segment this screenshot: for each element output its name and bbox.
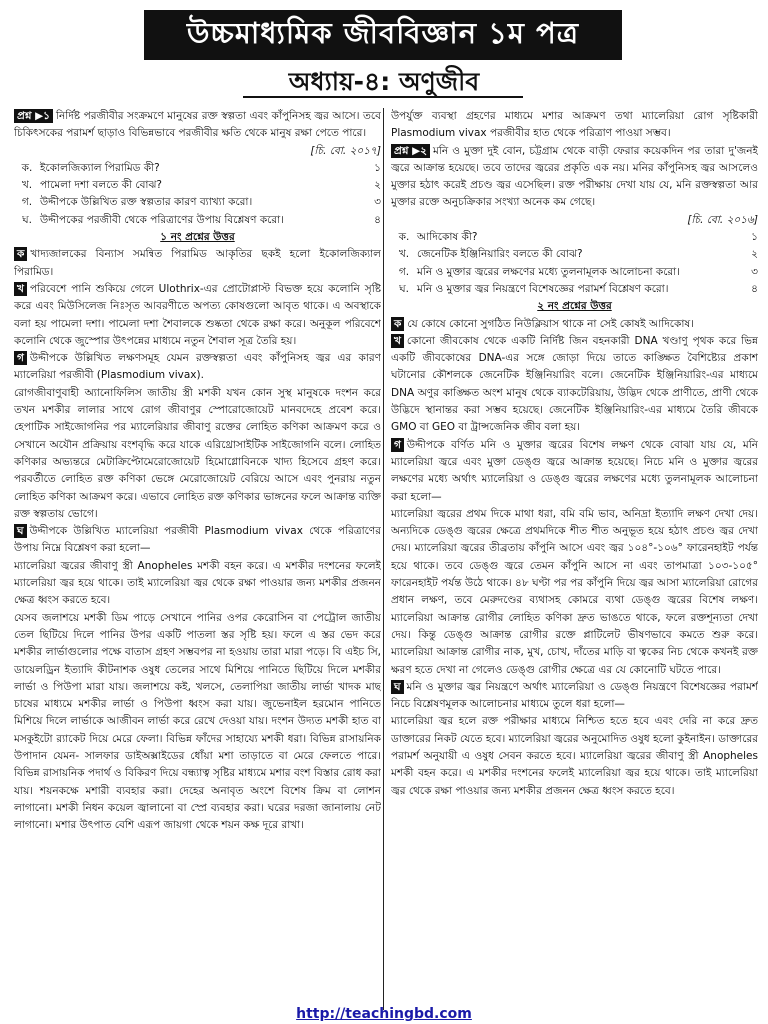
question-2-item: ক. আদিকোষ কী? ১ (398, 231, 758, 244)
answer-1-gha-body-2: যেসব জলাশয়ে মশকী ডিম পাড়ে সেখানে পানির ওপর কেরোসিন বা পেট্রোল জাতীয় তেল ছিটিয়ে দিলে পানির উপর একটি পাতলা স্তর সৃষ্টি হয়। ফলে এ স্তর ভেদ করে মশকীর লার্ভাগুলোর পক্ষে বাতাস গ্রহণ সম্ভবপর না হওয়ায় তারা মারা পড়ে। বি এইচ সি, ডায়েলড্রিন ইত্যাদি কীটনাশক ওষুধ তেলের সাথে মিশিয়ে পানিতে ছিটিয়ে দিলে মশকীর লার্ভা ও পিউপা মারা যায়। জলাশয়ে কই, খলসে, তেলাপিয়া জাতীয় লার্ভা খাদক মাছ চাষের মাধ্যমে মশকীর লার্ভা ও পিউপা ধ্বংস করা যায়। জুভেনাইল হরমোন পানিতে মিশিয়ে দিলে লার্ভাকে আজীবন লার্ভা করে রেখে দেওয়া যায়। দংশন উদ্যত মশকী হাত বা মসকুইটো র‍্যাকেট দিয়ে মেরে ফেলা। বিভিন্ন ফাঁদের সাহায্যে মশকী ধরা। বিভিন্ন রাসায়নিক উপাদান যেমন- সালফার ডাইঅক্সাইডের ধোঁয়া মশা তাড়াতে বা মেরে ফেলতে পারে। বিভিন্ন রাসায়নিক পদার্থ ও বিকিরণ দিয়ে বন্ধ্যাত্ব সৃষ্টির মাধ্যমে মশার বংশ বিস্তার রোধ করা যায়। শয়নকক্ষে মশারী ব্যবহার করা। দেহের অনাবৃত অংশে বিশেষ ক্রিম বা লোশন লাগানো। মশকী নিধন কয়েল জ্বালানো বা স্প্রে ব্যবহার করা। ঘরের দরজা জানালায় নেট লাগানো। মশার উৎপাত বেশি এরূপ জায়গা থেকে শয়ন কক্ষ দূরে রাখা। (14, 611, 381, 832)
answer-1-ga-body: রোগজীবাণুবাহী অ্যানোফিলিস জাতীয় স্ত্রী মশকী যখন কোন সুস্থ মানুষকে দংশন করে তখন মশকীর লালার সাথে রোগ জীবাণুর স্পোরোজোয়েট মানবদেহে প্রবেশ করে। হেপাটিক সাইজোগনির পর ম্যালেরিয়ার জীবাণু রক্তের লোহিত কণিকা আক্রমণ করে ও সেখানে অযৌন প্রক্রিয়ায় বংশবৃদ্ধি করে যাকে এরিথ্রোসাইটিক সাইজোগনি বলে। লোহিত কণিকার অভ্যন্তরে মেটাক্রিপ্টোমেরোজোয়েট হিমোগ্লোবিনকে খাদ্য হিসেবে গ্রহণ করে। পরবর্তীতে লোহিত রক্ত কণিকা ভেঙ্গে মেরোজোয়েট বেরিয়ে আসে এবং পুনরায় নতুন লোহিত কণিকা আক্রমণ করে। এভাবে লোহিত রক্ত কণিকার ভাঙ্গনের ফলে আক্রান্ত ব্যক্তি রক্ত স্বল্পতায় ভোগে। (14, 386, 381, 520)
question-2-item: খ. জেনেটিক ইঞ্জিনিয়ারিং বলতে কী বোঝ? ২ (398, 248, 758, 261)
answer-1-ka: ক খাদ্যজালকের বিন্যাস সমন্বিত পিরামিড আকৃতির ছকই হলো ইকোলজিক্যাল পিরামিড। (14, 248, 381, 278)
answer-2-ga-body: ম্যালেরিয়া জ্বরের প্রথম দিকে মাথা ধরা, বমি বমি ভাব, অনিদ্রা ইত্যাদি লক্ষণ দেখা দেয়। অন্যদিকে ডেঙ্গু জ্বরের ক্ষেত্রে প্রথমদিকে শীত শীত অনুভূত হয়ে হঠাৎ প্রচণ্ড জ্বর দেখা দেয়। ম্যালেরিয়া জ্বরের তীব্রতায় কাঁপুনি আসে এবং জ্বর ১০৪°-১০৬° ফারেনহাইট পর্যন্ত হয়ে থাকে। তবে ডেঙ্গু জ্বরে তেমন কাঁপুনি আসে না এবং তাপমাত্রা ১০৩-১০৫° ফারেনহাইট পর্যন্ত উঠে থাকে। ৪৮ ঘণ্টা পর পর কাঁপুনি দিয়ে জ্বর আসা ম্যালেরিয়া রোগের প্রধান লক্ষণ, তবে মেরুদণ্ডের ব্যথাসহ কোমরে ব্যথা ডেঙ্গু জ্বরের বিশেষ লক্ষণ। ম্যালেরিয়া আক্রান্ত রোগীর লোহিত কণিকা দ্রুত ভাঙতে থাকে, ফলে রক্তশূন্যতা দেখা দেয়। কিন্তু ডেঙ্গু আক্রান্ত রোগীর রক্তে প্লাটিলেট ভীষণভাবে কমতে শুরু করে। ম্যালেরিয়া আক্রান্ত রোগীর নাক, মুখ, চোখ, দাঁতের মাড়ি বা ত্বকের নিচ থেকে কখনই রক্ত ক্ষরণ হতে দেখা না গেলেও ডেঙ্গু রোগীর ক্ষেত্রে এর যে কোনোটি ঘটতে পারে। (391, 507, 758, 676)
question-1-item: ঘ. উদ্দীপকের পরজীবী থেকে পরিত্রাণের উপায় বিশ্লেষণ করো। ৪ (22, 213, 381, 226)
question-1-source: [চি. বো. ২০১৭] (310, 144, 381, 157)
answer-2-kha: খ কোনো জীবকোষ থেকে একটি নির্দিষ্ট জিন বহনকারী DNA খণ্ডাণু পৃথক করে ভিন্ন একটি জীবকোষের DNA-এর সঙ্গে জোড়া দিয়ে তাতে কাঙ্ক্ষিত বৈশিষ্ট্যের প্রকাশ ঘটানোর কৌশলকে জেনেটিক ইঞ্জিনিয়ারিং বলে। জেনেটিক ইঞ্জিনিয়ারিং-এর মাধ্যমে DNA অণুর কাঙ্ক্ষিত অংশ মানুষ থেকে ব্যাকটেরিয়ায়, উদ্ভিদ থেকে প্রাণীতে, প্রাণী থেকে উদ্ভিদে স্থানান্তর করা সম্ভব হয়েছে। জেনেটিক ইঞ্জিনিয়ারিং-এর মাধ্যমে তৈরি জীবকে GMO বা GEO বা ট্রান্সজেনিক জীব বলা হয়। (391, 334, 758, 434)
question-2-stem: প্রশ্ন ▶২ মনি ও মুক্তা দুই বোন, চট্টগ্রাম থেকে বাড়ী ফেরার কয়েকদিন পর তারা দু'জনই জ্বরে আক্রান্ত হয়েছে। তবে তাদের জ্বরের প্রকৃতি এক নয়। মনির কাঁপুনিসহ জ্বর আসলেও মুক্তার হঠাৎ করেই প্রচণ্ড জ্বর এসেছিল। রক্ত পরীক্ষায় দেখা যায় যে, মনি রক্তস্বল্পতা আর মুক্তার রক্তে অনুচক্রিকার সংখ্যা অনেক কম গেছে। (391, 144, 758, 209)
answer-1-ga: গ উদ্দীপকে উল্লিখিত লক্ষণসমূহ যেমন রক্তস্বল্পতা এবং কাঁপুনিসহ জ্বর এর কারণ ম্যালেরিয়া পরজীবী (Plasmodium vivax). (14, 352, 381, 382)
answer-1-gha-body: ম্যালেরিয়া জ্বরের জীবাণু স্ত্রী Anopheles মশকী বহন করে। এ মশকীর দংশনের ফলেই ম্যালেরিয়া জ্বর হয়ে থাকে। তাই ম্যালেরিয়া জ্বর থেকে রক্ষা পাওয়ার জন্য মশকীর প্রজনন ক্ষেত্র ধ্বংস করতে হবে। (14, 559, 381, 607)
answer-1-kha: খ পরিবেশে পানি শুকিয়ে গেলে Ulothrix-এর প্রোটোপ্লাস্ট বিভক্ত হয়ে কলোনি সৃষ্টি করে এবং মিউসিলেজ নিঃসৃত আবরণীতে অপত্য কোষগুলো আবৃত থাকে। এ অবস্থাকে বলা হয় পামেলা দশা। পামেলা দশা শৈবালকে শুষ্কতা থেকে রক্ষা করে। অনুকূল পরিবেশে কলোনি থেকে জুস্পোর উৎপন্নের মাধ্যমে নতুন শৈবাল সূত্র তৈরি হয়। (14, 282, 381, 347)
question-1-tag: প্রশ্ন ▶১ (14, 109, 53, 123)
question-2-source: [চি. বো. ২০১৬] (687, 213, 758, 226)
book-title: উচ্চমাধ্যমিক জীববিজ্ঞান ১ম পত্র (186, 15, 580, 50)
answer-2-ga: গ উদ্দীপকে বর্ণিত মনি ও মুক্তার জ্বরের বিশেষ লক্ষণ থেকে বোঝা যায় যে, মনি ম্যালেরিয়া জ্বরে এবং মুক্তা ডেঙ্গু জ্বরে আক্রান্ত হয়েছে। নিচে মনি ও মুক্তার জ্বরের লক্ষণের মধ্যে অর্থাৎ ম্যালেরিয়া ও ডেঙ্গু জ্বরের লক্ষণের মধ্যে তুলনামূলক আলোচনা করা হলো— (391, 438, 758, 503)
right-column (391, 108, 758, 1010)
answer-2-gha-body: ম্যালেরিয়া জ্বর হলে রক্ত পরীক্ষার মাধ্যমে নিশ্চিত হতে হবে এবং দেরি না করে দ্রুত ডাক্তারের নিকট যেতে হবে। ম্যালেরিয়া জ্বরের অনুমোদিত ওষুধ হলো কুইনাইন। ডাক্তারের পরামর্শ অনুযায়ী এ ওষুধ সেবন করতে হবে। ম্যালেরিয়া জ্বরের জীবাণু স্ত্রী Anopheles মশকী বহন করে। এ মশকীর দংশনের ফলেই ম্যালেরিয়া জ্বর হয়ে থাকে। তাই ম্যালেরিয়া জ্বর থেকে রক্ষা পাওয়ার জন্য মশকীর প্রজনন ক্ষেত্র ধ্বংস করতে হবে। (391, 715, 758, 797)
chapter-title: অধ্যায়-৪: অণুজীব (288, 67, 480, 96)
answer-1-heading: ১ নং প্রশ্নের উত্তর (160, 231, 235, 244)
book-title-banner (144, 10, 622, 60)
question-2-tag: প্রশ্ন ▶২ (391, 144, 430, 158)
question-2-item: ঘ. মনি ও মুক্তার জ্বর নিয়ন্ত্রণে বিশেষজ্ঞের পরামর্শ বিশ্লেষণ করো। ৪ (399, 282, 758, 295)
question-1-item: খ. পামেলা দশা বলতে কী বোঝ? ২ (21, 179, 381, 192)
answer-2-heading: ২ নং প্রশ্নের উত্তর (537, 300, 612, 313)
answer-2-ka: ক যে কোষে কোনো সুগঠিত নিউক্লিয়াস থাকে না সেই কোষই আদিকোষ। (391, 316, 758, 333)
answer-2-gha: ঘ মনি ও মুক্তার জ্বর নিয়ন্ত্রণে অর্থাৎ ম্যালেরিয়া ও ডেঙ্গু নিয়ন্ত্রণে বিশেষজ্ঞের পরামর্শ নিচে বিশ্লেষণমূলক আলোচনার মাধ্যমে তুলে ধরা হলো— (391, 680, 758, 711)
footer-link[interactable]: http://teachingbd.com (296, 1006, 472, 1022)
question-1-item: গ. উদ্দীপকে উল্লিখিত রক্ত স্বল্পতার কারণ ব্যাখ্যা করো। ৩ (21, 196, 381, 209)
answer-1-gha: ঘ উদ্দীপকে উল্লিখিত ম্যালেরিয়া পরজীবী Plasmodium vivax থেকে পরিত্রাণের উপায় নিম্নে বিশ্লেষণ করা হলো— (14, 525, 381, 555)
question-1-item: ক. ইকোলজিক্যাল পিরামিড কী? ১ (21, 161, 381, 174)
answer-1-continuation: উপর্যুক্ত ব্যবস্থা গ্রহণের মাধ্যমে মশার আক্রমণ তথা ম্যালেরিয়া রোগ সৃষ্টিকারী Plasmodium vivax পরজীবীর হাত থেকে পরিত্রাণ পাওয়া সম্ভব। (391, 110, 758, 140)
chapter-underline (243, 96, 523, 98)
question-2-item: গ. মনি ও মুক্তার জ্বরের লক্ষণের মধ্যে তুলনামূলক আলোচনা করো। ৩ (398, 265, 758, 278)
question-1-stem: প্রশ্ন ▶১ নির্দিষ্ট পরজীবীর সংক্রমণে মানুষের রক্ত স্বল্পতা এবং কাঁপুনিসহ জ্বর আসে। তবে চিকিৎসকের পরামর্শ ছাড়াও বিভিন্নভাবে পরজীবীর ক্ষতি থেকে মানুষ রক্ষা পেতে পারে। (14, 110, 381, 140)
column-divider (383, 108, 384, 1010)
left-column (14, 108, 381, 1010)
